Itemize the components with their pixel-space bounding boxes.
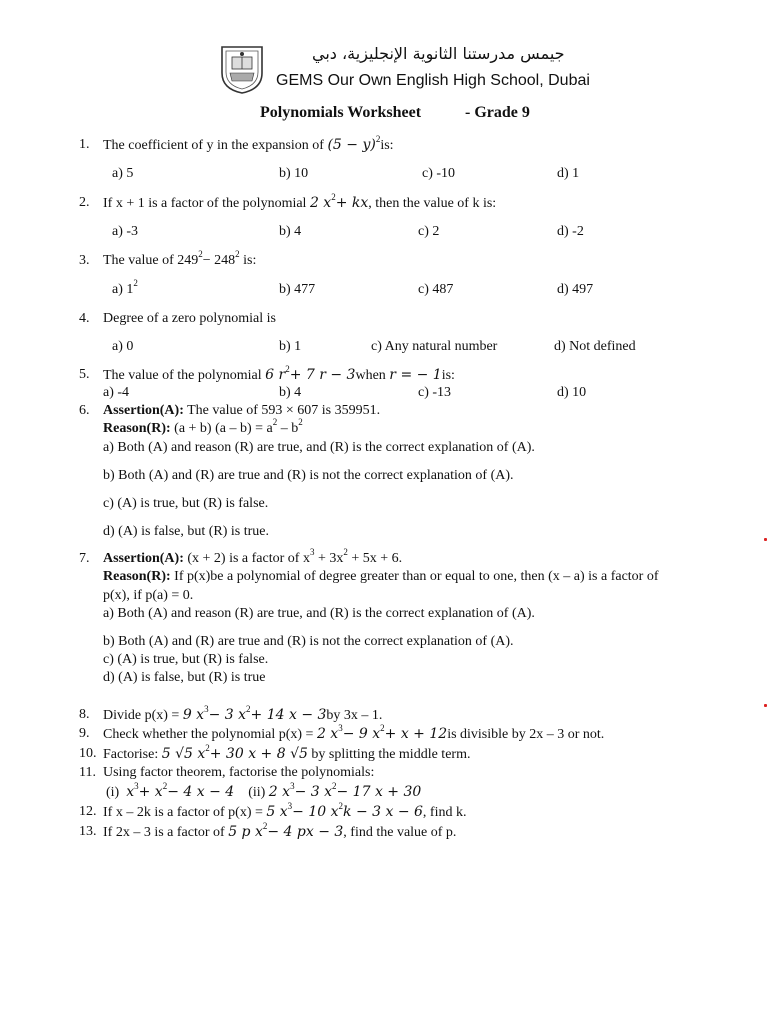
- part-label: (ii): [248, 785, 266, 800]
- question-text-end: is:: [380, 138, 394, 153]
- red-margin-mark: [764, 538, 767, 541]
- assertion-7: [103, 547, 403, 567]
- reason-label: Reason(R):: [103, 421, 171, 436]
- option-d: d) (A) is false, but (R) is true.: [103, 524, 270, 539]
- option-a: a) 0: [112, 339, 134, 354]
- exponent: 2: [332, 781, 337, 791]
- exponent: 2: [380, 723, 385, 733]
- question-text-end: is:: [243, 253, 257, 268]
- exponent: 2: [331, 192, 336, 202]
- question-text: when: [355, 368, 386, 383]
- option-b: b) 4: [279, 224, 302, 239]
- option-d: d) -2: [557, 224, 584, 239]
- option-b: b) Both (A) and (R) are true and (R) is not the correct explanation of (A).: [103, 634, 514, 649]
- option-b: b) 1: [279, 339, 302, 354]
- school-crest-logo: [218, 43, 266, 95]
- option-b: b) Both (A) and (R) are true and (R) is not the correct explanation of (A).: [103, 468, 514, 483]
- option-a-text: a) 1: [112, 282, 134, 297]
- grade-label: - Grade 9: [465, 104, 530, 121]
- assertion-6: [103, 403, 380, 419]
- reason-text: If p(x)be a polynomial of degree greater than or equal to one, then (x – a) is a factor of: [174, 569, 659, 584]
- option-c: c) 2: [418, 224, 440, 239]
- option-a: a) -4: [103, 385, 130, 400]
- question-1: [103, 134, 394, 154]
- question-10: [103, 743, 471, 763]
- school-name: GEMS Our Own English High School, Dubai: [276, 72, 590, 89]
- exponent: 2: [198, 249, 203, 259]
- option-a: a) Both (A) and reason (R) are true, and (R) is the correct explanation of (A).: [103, 440, 535, 455]
- question-8: [103, 704, 383, 724]
- exponent: 2: [235, 249, 240, 259]
- math-expression: − 4 x − 4: [167, 784, 235, 800]
- math-expression: + 7 r − 3: [289, 367, 356, 383]
- question-text-end: is:: [441, 368, 455, 383]
- option-d: d) 1: [557, 166, 580, 181]
- math-expression: 2 x: [268, 784, 291, 800]
- question-number: 6.: [79, 403, 90, 418]
- math-expression: 5 √5 x: [161, 746, 206, 762]
- math-expression: − 17 x + 30: [336, 784, 422, 800]
- math-expression: − 10 x: [292, 804, 339, 820]
- question-number: 5.: [79, 367, 90, 382]
- question-text-end: by 3x – 1.: [326, 708, 383, 723]
- exponent: 3: [204, 704, 209, 714]
- question-text: Divide p(x) =: [103, 708, 180, 723]
- exponent: 3: [338, 723, 343, 733]
- option-c: c) -13: [418, 385, 452, 400]
- exponent: 2: [133, 278, 138, 288]
- question-12: [103, 801, 467, 821]
- reason-6: [103, 417, 303, 437]
- option-c: c) Any natural number: [371, 339, 498, 354]
- math-expression: k − 3 x − 6: [343, 804, 423, 820]
- question-text: Factorise:: [103, 747, 159, 762]
- math-expression: − 3 x: [294, 784, 332, 800]
- question-text-end: , find k.: [422, 805, 467, 820]
- math-expression: + x: [138, 784, 163, 800]
- question-number: 8.: [79, 707, 90, 722]
- option-c: c) 487: [418, 282, 454, 297]
- reason-text: – b: [277, 421, 299, 436]
- math-expression: + kx: [335, 195, 369, 211]
- math-expression: + 30 x + 8 √5: [209, 746, 308, 762]
- reason-text: (a + b) (a – b) = a: [174, 421, 273, 436]
- exponent: 2: [205, 743, 210, 753]
- option-b: b) 10: [279, 166, 309, 181]
- exponent: 2: [298, 417, 303, 427]
- question-2: [103, 192, 497, 212]
- question-4: Degree of a zero polynomial is: [103, 311, 276, 326]
- question-text: If x – 2k is a factor of p(x) =: [103, 805, 263, 820]
- math-expression: x: [126, 784, 135, 800]
- question-9: [103, 723, 605, 743]
- question-number: 4.: [79, 311, 90, 326]
- reason-7: [103, 569, 659, 585]
- exponent: 3: [290, 781, 295, 791]
- question-number: 3.: [79, 253, 90, 268]
- question-text-end: , find the value of p.: [343, 825, 457, 840]
- math-expression: 249: [177, 253, 199, 268]
- reason-7-continued: p(x), if p(a) = 0.: [103, 588, 194, 603]
- option-a: a) 5: [112, 166, 134, 181]
- red-margin-mark: [764, 704, 767, 707]
- option-c: c) -10: [422, 166, 456, 181]
- option-c: c) (A) is true, but (R) is false.: [103, 652, 269, 667]
- question-number: 9.: [79, 726, 90, 741]
- math-expression: 5 x: [266, 804, 288, 820]
- part-label: (i): [106, 785, 120, 800]
- question-number: 7.: [79, 551, 90, 566]
- assertion-label: Assertion(A):: [103, 551, 184, 566]
- option-d: d) (A) is false, but (R) is true: [103, 670, 266, 685]
- math-expression: − 248: [202, 253, 236, 268]
- option-d: d) 10: [557, 385, 587, 400]
- math-expression: 9 x: [182, 707, 205, 723]
- question-text: Check whether the polynomial p(x) =: [103, 727, 314, 742]
- question-number: 1.: [79, 137, 90, 152]
- exponent: 2: [338, 801, 344, 811]
- question-11-parts: [106, 781, 422, 801]
- question-text: The value of: [103, 253, 174, 268]
- assertion-label: Assertion(A):: [103, 403, 184, 418]
- exponent: 3: [287, 801, 293, 811]
- question-11: Using factor theorem, factorise the polynomials:: [103, 765, 375, 780]
- option-d: d) 497: [557, 282, 594, 297]
- page-title: Polynomials Worksheet: [260, 104, 422, 121]
- arabic-school-name: جيمس مدرستنا الثانوية الإنجليزية، دبي: [312, 44, 565, 63]
- exponent: 3: [309, 547, 315, 557]
- reason-label: Reason(R):: [103, 569, 171, 584]
- question-text: If 2x – 3 is a factor of: [103, 825, 225, 840]
- assertion-text: (x + 2) is a factor of x: [187, 551, 310, 566]
- math-expression: + x + 12: [384, 726, 448, 742]
- option-d: d) Not defined: [554, 339, 636, 354]
- exponent: 2: [343, 547, 348, 557]
- exponent: 2: [162, 781, 168, 791]
- question-text: The coefficient of y in the expansion of: [103, 138, 324, 153]
- math-expression: − 4 px − 3: [267, 824, 344, 840]
- assertion-text: + 5x + 6.: [347, 551, 403, 566]
- exponent: 2: [246, 704, 251, 714]
- question-text: The value of the polynomial: [103, 368, 262, 383]
- math-expression: 2 x: [309, 195, 332, 211]
- exponent: 2: [285, 364, 290, 374]
- option-b: b) 4: [279, 385, 302, 400]
- question-number: 12.: [79, 804, 97, 819]
- question-text-end: by splitting the middle term.: [311, 747, 471, 762]
- question-13: [103, 821, 457, 841]
- math-expression: 2 x: [316, 726, 339, 742]
- math-expression: − 9 x: [342, 726, 381, 742]
- exponent: 2: [375, 134, 381, 144]
- option-a: [112, 278, 138, 298]
- math-expression: + 14 x − 3: [250, 707, 327, 723]
- math-expression: − 3 x: [208, 707, 247, 723]
- question-text: If x + 1 is a factor of the polynomial: [103, 196, 307, 211]
- question-3: [103, 249, 257, 269]
- question-number: 10.: [79, 746, 97, 761]
- exponent: 3: [134, 781, 139, 791]
- math-expression: (5 − y): [327, 137, 376, 153]
- exponent: 2: [272, 417, 278, 427]
- question-number: 2.: [79, 195, 90, 210]
- question-number: 13.: [79, 824, 97, 839]
- option-b: b) 477: [279, 282, 316, 297]
- option-a: a) -3: [112, 224, 139, 239]
- question-number: 11.: [79, 765, 96, 780]
- question-5: [103, 364, 455, 384]
- math-expression: r = − 1: [389, 367, 442, 383]
- math-expression: 5 p x: [228, 824, 263, 840]
- assertion-text: The value of 593 × 607 is 359951.: [187, 403, 381, 418]
- question-text-end: , then the value of k is:: [368, 196, 497, 211]
- option-c: c) (A) is true, but (R) is false.: [103, 496, 269, 511]
- assertion-text: + 3x: [314, 551, 344, 566]
- option-a: a) Both (A) and reason (R) are true, and (R) is the correct explanation of (A).: [103, 606, 535, 621]
- question-text-end: is divisible by 2x – 3 or not.: [447, 727, 605, 742]
- math-expression: 6 r: [265, 367, 286, 383]
- exponent: 2: [262, 821, 268, 831]
